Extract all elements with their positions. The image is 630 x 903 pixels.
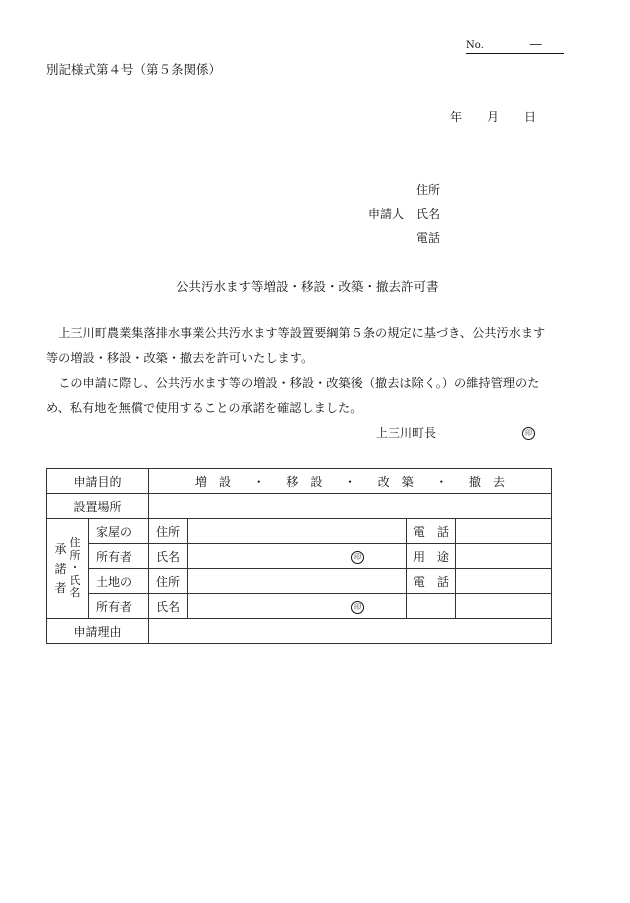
number-dash: ― xyxy=(529,37,542,51)
house-phone-label: 電 話 xyxy=(407,519,456,544)
date-year: 年 xyxy=(450,110,463,124)
house-phone-value xyxy=(456,519,552,544)
option-remove: 撤 去 xyxy=(469,474,506,489)
land-empty-label xyxy=(407,594,456,619)
house-name-label: 氏名 xyxy=(149,544,188,569)
house-use-value xyxy=(456,544,552,569)
seal-mark: 印 xyxy=(522,427,535,440)
reason-label: 申請理由 xyxy=(47,619,149,644)
house-owner-address-row xyxy=(47,519,552,544)
applicant-label: 申請人 xyxy=(368,207,405,221)
issuer-name: 上三川町長 xyxy=(376,426,437,440)
land-seal: 印 xyxy=(351,601,364,614)
consent-char: 住 xyxy=(69,535,81,549)
land-owner-line2: 所有者 xyxy=(89,594,149,619)
consent-header xyxy=(47,519,89,619)
house-name-value xyxy=(188,544,407,569)
location-label: 設置場所 xyxy=(47,494,149,519)
consent-char: 氏 xyxy=(69,573,81,587)
land-empty-value xyxy=(456,594,552,619)
consent-char: 承 xyxy=(54,541,67,556)
land-address-label: 住所 xyxy=(149,569,188,594)
reason-row xyxy=(47,619,552,644)
purpose-options xyxy=(149,469,552,494)
house-address-value xyxy=(188,519,407,544)
separator: ・ xyxy=(252,474,265,489)
consent-char: 諾 xyxy=(54,561,67,576)
land-address-value xyxy=(188,569,407,594)
date-month: 月 xyxy=(487,110,500,124)
number-label: No. xyxy=(466,40,484,51)
purpose-label: 申請目的 xyxy=(47,469,149,494)
separator: ・ xyxy=(435,474,448,489)
land-phone-value xyxy=(456,569,552,594)
land-name-label: 氏名 xyxy=(149,594,188,619)
body-text xyxy=(46,321,554,421)
option-rebuild: 改 築 xyxy=(377,474,414,489)
form-reference: 別記様式第４号（第５条関係） xyxy=(46,62,222,77)
document-number xyxy=(466,38,564,54)
land-phone-label: 電 話 xyxy=(407,569,456,594)
house-owner-line2: 所有者 xyxy=(89,544,149,569)
applicant-name-label: 氏名 xyxy=(416,207,441,221)
application-table xyxy=(46,468,552,644)
house-owner-name-row xyxy=(47,544,552,569)
consent-char: 名 xyxy=(69,586,81,600)
option-relocate: 移 設 xyxy=(286,474,323,489)
option-expand: 増 設 xyxy=(195,474,232,489)
house-seal: 印 xyxy=(351,551,364,564)
house-owner-line1: 家屋の xyxy=(89,519,149,544)
house-use-label: 用 途 xyxy=(407,544,456,569)
body-paragraph-2: この申請に際し、公共汚水ます等の増設・移設・改築後（撤去は除く。）の維持管理のため、私有地を無償で使用することの承諾を確認しました。 xyxy=(46,376,540,415)
land-owner-name-row xyxy=(47,594,552,619)
land-owner-line1: 土地の xyxy=(89,569,149,594)
purpose-row xyxy=(47,469,552,494)
location-row xyxy=(47,494,552,519)
issuer-seal xyxy=(522,425,535,440)
reason-value xyxy=(149,619,552,644)
applicant-address-label: 住所 xyxy=(416,183,441,197)
consent-char: 所 xyxy=(69,548,81,562)
land-owner-address-row xyxy=(47,569,552,594)
applicant-phone-label: 電話 xyxy=(416,231,441,245)
house-address-label: 住所 xyxy=(149,519,188,544)
land-name-value xyxy=(188,594,407,619)
date-day: 日 xyxy=(524,110,537,124)
body-paragraph-1: 上三川町農業集落排水事業公共汚水ます等設置要綱第５条の規定に基づき、公共汚水ます等の増設・移設・改築・撤去を許可いたします。 xyxy=(46,326,546,365)
document-title: 公共汚水ます等増設・移設・改築・撤去許可書 xyxy=(176,279,439,294)
consent-char: ・ xyxy=(69,561,81,575)
separator: ・ xyxy=(344,474,357,489)
consent-char: 者 xyxy=(54,581,67,596)
location-value xyxy=(149,494,552,519)
